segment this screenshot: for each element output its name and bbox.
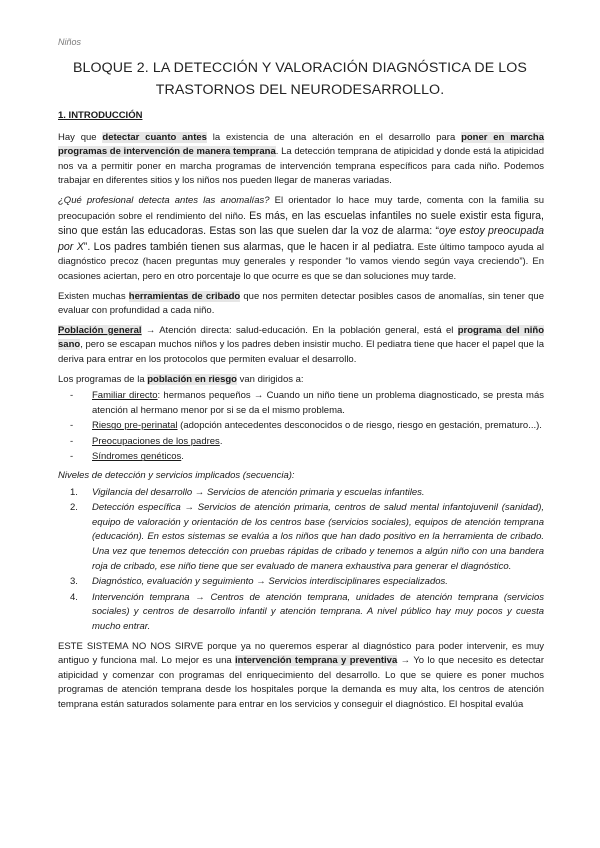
highlight-text: Población general: [58, 324, 142, 336]
text-run: Los programas de la: [58, 373, 148, 385]
list-item: [70, 501, 544, 574]
item-label: Familiar directo: [92, 390, 158, 402]
text-run: ESTE SISTEMA NO NOS SIRVE porque ya no queremos esperar al diagnóstico para poder intervenir, es muy antiguo y funciona mal. Lo mejor es una: [58, 640, 544, 667]
text-run: El orientador lo hace muy tarde, comenta con la familia su preocupación sobre el rendimiento del niño.: [58, 194, 544, 222]
risk-list: [58, 389, 544, 465]
list-item: [70, 575, 544, 590]
list-item: [92, 389, 544, 418]
highlight-text: población en riesgo: [147, 373, 237, 385]
text-run: que nos permiten detectar posibles casos de anomalías, sin tener que evaluar con profundidad a cada niño.: [58, 290, 544, 317]
item-label: Síndromes genéticos: [92, 451, 182, 463]
text-run: Hay que: [58, 131, 103, 143]
text-run: ”. Los padres también tienen sus alarmas, que le hacen ir al pediatra.: [83, 240, 415, 253]
item-label: Riesgo pre-perinatal: [92, 420, 178, 432]
text-run: , pero se escapan muchos niños y los padres deben insistir mucho. El pediatra tiene que hacer el papel que la deriva para entrar en los protocolos que permiten evaluar el desarrollo.: [58, 339, 544, 365]
item-number: 3.: [70, 576, 78, 588]
item-text: Intervención temprana → Centros de atención temprana, unidades de atención temprana (servicios sociales) y centros de desarrollo infantil y atención temprana. A nivel público hay muy pocos y cuesta mucho entrar.: [92, 591, 544, 632]
item-text: .: [181, 451, 184, 463]
paragraph-6: [58, 640, 544, 713]
text-run: → Atención directa: salud-educación. En la población general, está el: [141, 324, 458, 336]
section-heading: 1. INTRODUCCIÓN: [58, 110, 143, 121]
paragraph-1: [58, 131, 544, 189]
question-text: ¿Qué profesional detecta antes las anomalías?: [58, 194, 270, 206]
item-number: 4.: [70, 591, 78, 603]
paragraph-2: [58, 194, 544, 285]
highlight-text: intervención temprana y preventiva: [235, 655, 398, 667]
list-item: [92, 435, 544, 450]
highlight-text: detectar cuanto antes: [102, 131, 207, 143]
list-item: [70, 591, 544, 635]
item-text: (adopción antecedentes desconocidos o de riesgo, riesgo en gestación, prematuro...).: [177, 420, 542, 432]
item-number: 2.: [70, 502, 78, 514]
page-title: [60, 57, 540, 101]
list-item: [70, 486, 544, 501]
text-run: . La detección temprana de atipicidad y donde está la atipicidad nos va a permitir poner en marcha programas de intervención temprana específicos para cada niño. Podemos trabajar en diferentes sitios y los niños nos pueden llegar de maneras variadas.: [58, 146, 544, 187]
text-run: Es más, en las escuelas infantiles no suele existir esta figura, sino que están las educadoras. Estas son las que suelen dar la voz de alarma: “: [58, 209, 544, 238]
text-run: → Yo lo que necesito es detectar atipicidad y comenzar con programas del enriquecimiento del desarrollo. Lo que se quiere es poner muchos programas de atención temprana desde los hospitales porque la demanda es muy alta, los centros de atención temprana están saturados solamente para entrar en los servicios y conseguir el diagnóstico. El hospital evalúa: [58, 655, 544, 710]
highlight-text: herramientas de cribado: [128, 290, 241, 302]
text-run: Existen muchas: [58, 290, 129, 302]
document-body: [58, 109, 544, 718]
paragraph-4: [58, 324, 544, 368]
paragraph-5: [58, 373, 544, 388]
item-label: Preocupaciones de los padres: [92, 435, 220, 447]
item-text: Detección específica → Servicios de atención primaria, centros de salud mental infantojuvenil (sanidad), equipo de valoración y orientación de los centros base (servicios sociales), equipos de atención temprana (educación). En estos sistemas se evalúa a los niños que han dado positivo en la herramienta de cribado. Una vez que tenemos detección con pruebas rápidas de cribado y tenemos a algún niño con una bandera roja de cribado, ese niño tiene que ser evaluado de manera exhaustiva para generar el diagnóstico.: [92, 502, 544, 572]
item-number: 1.: [70, 486, 78, 498]
quote-text: oye estoy preocupada por X: [58, 225, 545, 253]
item-text: Vigilancia del desarrollo → Servicios de atención primaria y escuelas infantiles.: [92, 486, 425, 498]
item-text: .: [219, 435, 223, 447]
levels-title: Niveles de detección y servicios implicados (secuencia):: [58, 470, 295, 482]
title-line-2: TRASTORNOS DEL NEURODESARROLLO.: [155, 82, 445, 98]
item-text: : hermanos pequeños → Cuando un niño tiene un problema diagnosticado, se presta más atención al hermano menor por si se da el mismo problema.: [92, 390, 544, 416]
text-run: Este último tampoco ayuda al diagnóstico precoz (hacen preguntas muy generales y responder “lo vamos viendo según vaya creciendo”). En ocasiones aciertan, pero en otro porcentaje lo que ocurre es que se dan soluciones muy tarde.: [58, 241, 545, 282]
paragraph-3: [58, 290, 544, 319]
text-run: la existencia de una alteración en el desarrollo para: [206, 131, 462, 143]
header-tag: Niños: [58, 37, 82, 47]
list-item: [92, 419, 544, 434]
text-run: van dirigidos a:: [237, 373, 304, 385]
title-line-1: BLOQUE 2. LA DETECCIÓN Y VALORACIÓN DIAGNÓSTICA DE LOS: [72, 60, 527, 76]
highlight-text: programa del niño sano: [58, 324, 545, 351]
list-item: [92, 450, 544, 465]
levels-list: [58, 486, 544, 635]
highlight-text: poner en marcha programas de intervención de manera temprana: [58, 131, 544, 158]
item-text: Diagnóstico, evaluación y seguimiento → Servicios interdisciplinares especializados.: [92, 576, 448, 588]
